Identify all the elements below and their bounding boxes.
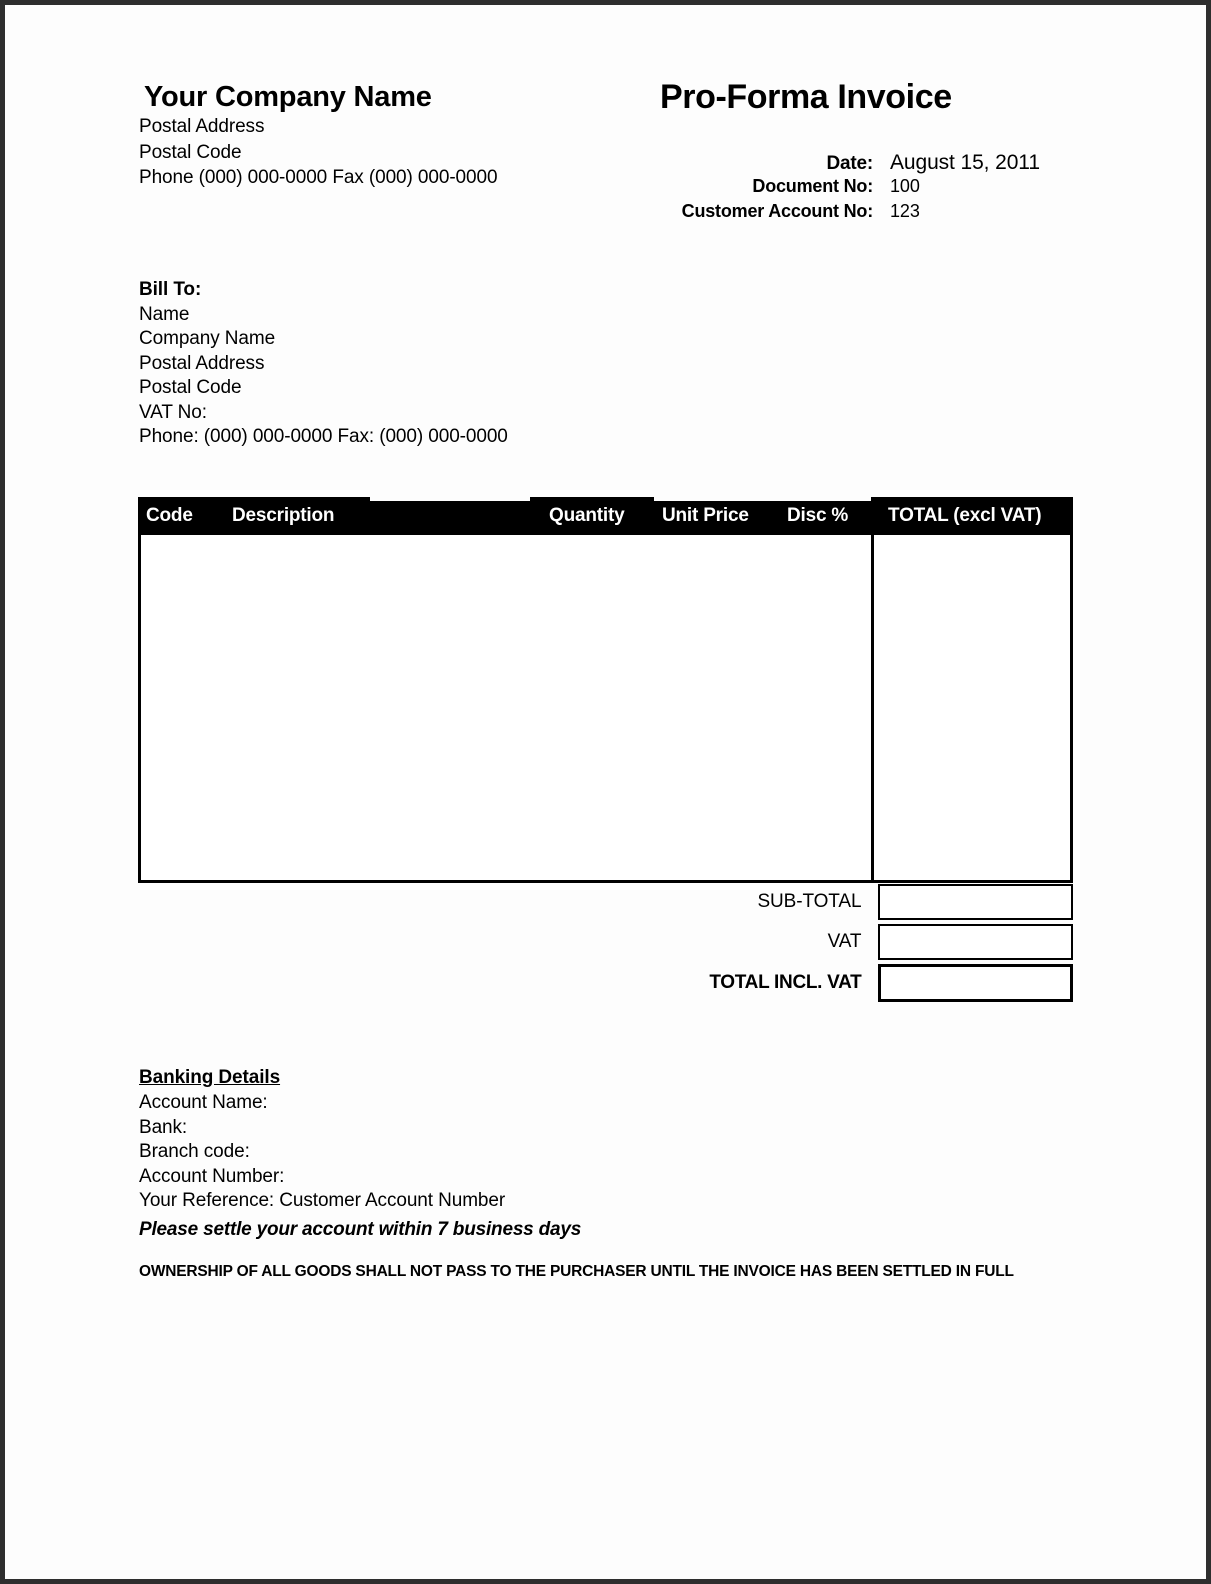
banking-account-name: Account Name: <box>139 1092 268 1113</box>
meta-value-customer-account-no: 123 <box>890 201 920 221</box>
banking-branch-code: Branch code: <box>139 1141 250 1163</box>
column-header-disc-pct: Disc % <box>787 505 849 526</box>
invoice-meta-block <box>605 151 1075 226</box>
sub-total-label: SUB-TOTAL <box>757 891 862 912</box>
totals-row-vat <box>633 923 1073 961</box>
bill-to-block <box>139 277 659 450</box>
banking-account-number: Account Number: <box>139 1165 285 1187</box>
total-column-divider <box>871 535 874 883</box>
meta-row-customer-account-no <box>605 201 1075 226</box>
total-incl-vat-value[interactable] <box>878 964 1073 1002</box>
totals-row-sub-total <box>633 883 1073 921</box>
bill-to-company: Company Name <box>139 328 276 350</box>
column-header-description: Description <box>232 505 335 526</box>
company-contact-line: Phone (000) 000-0000 Fax (000) 000-0000 <box>139 167 498 188</box>
company-address-line-2: Postal Code <box>139 141 242 163</box>
meta-label-date: Date: <box>826 153 873 174</box>
column-header-unit-price: Unit Price <box>662 505 749 526</box>
bill-to-title: Bill To: <box>139 279 202 300</box>
sub-total-value[interactable] <box>878 884 1073 920</box>
bill-to-contact: Phone: (000) 000-0000 Fax: (000) 000-0000 <box>139 426 508 448</box>
column-header-quantity: Quantity <box>549 505 625 526</box>
vat-value[interactable] <box>878 924 1073 960</box>
totals-row-total-incl-vat <box>633 964 1073 1002</box>
line-items-table <box>138 497 1073 883</box>
vat-label: VAT <box>827 931 862 952</box>
banking-bank: Bank: <box>139 1116 188 1138</box>
banking-your-reference: Your Reference: Customer Account Number <box>139 1190 506 1212</box>
meta-value-date: August 15, 2011 <box>890 151 1040 174</box>
totals-block <box>633 883 1073 1002</box>
settlement-note: Please settle your account within 7 business days <box>139 1218 582 1240</box>
total-incl-vat-label: TOTAL INCL. VAT <box>709 972 862 993</box>
meta-value-document-no: 100 <box>890 176 920 196</box>
page-title: Pro-Forma Invoice <box>660 78 952 116</box>
column-header-code: Code <box>146 505 193 526</box>
banking-details-block <box>139 1065 759 1244</box>
line-items-body[interactable] <box>138 535 1073 883</box>
meta-row-date <box>605 151 1075 176</box>
meta-label-customer-account-no: Customer Account No: <box>681 201 873 221</box>
banking-details-title: Banking Details <box>139 1067 281 1088</box>
line-items-header-row <box>138 497 1073 535</box>
ownership-notice: OWNERSHIP OF ALL GOODS SHALL NOT PASS TO THE PURCHASER UNTIL THE INVOICE HAS BEEN SETTLED IN FULL <box>139 1263 1014 1280</box>
meta-label-document-no: Document No: <box>752 176 873 196</box>
company-address-line-1: Postal Address <box>139 116 265 137</box>
bill-to-postal-code: Postal Code <box>139 377 242 399</box>
meta-row-document-no <box>605 176 1075 201</box>
bill-to-address: Postal Address <box>139 352 265 374</box>
column-header-total: TOTAL (excl VAT) <box>888 505 1042 526</box>
bill-to-name: Name <box>139 303 190 325</box>
invoice-sheet <box>5 5 1206 1579</box>
company-header-block <box>139 80 659 191</box>
header-bar-segment-two <box>370 501 530 535</box>
company-name: Your Company Name <box>144 81 432 113</box>
bill-to-vat-no: VAT No: <box>139 401 207 423</box>
